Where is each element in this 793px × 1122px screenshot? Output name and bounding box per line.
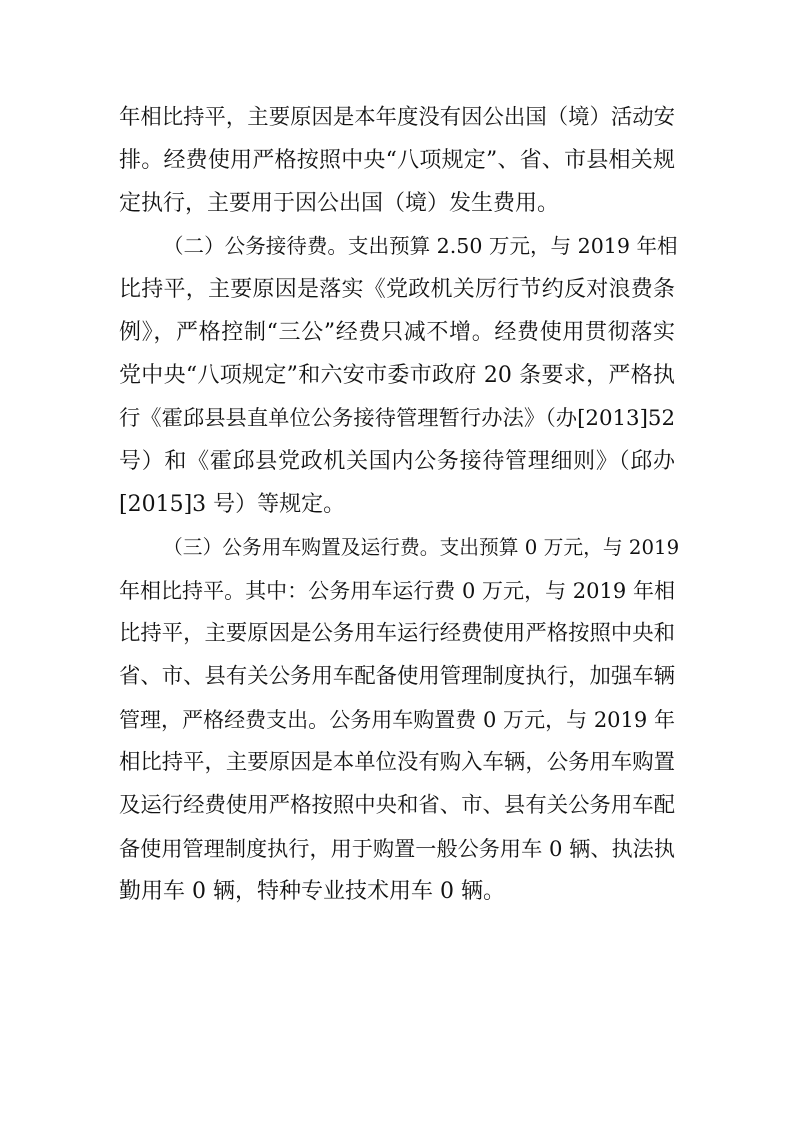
paragraph-overseas-travel bbox=[119, 96, 675, 225]
text-line: 备使用管理制度执行，用于购置一般公务用车 0 辆、执法执 bbox=[119, 836, 675, 861]
text-line: 及运行经费使用严格按照中央和省、市、县有关公务用车配 bbox=[119, 793, 675, 818]
text-line: 例》，严格控制“三公”经费只减不增。经费使用贯彻落实 bbox=[119, 320, 675, 345]
paragraph-official-reception bbox=[119, 225, 678, 526]
text-line: 相比持平，主要原因是本单位没有购入车辆，公务用车购置 bbox=[119, 750, 675, 775]
text-line: 省、市、县有关公务用车配备使用管理制度执行，加强车辆 bbox=[119, 664, 675, 689]
document-body bbox=[119, 96, 680, 913]
text-line: 比持平，主要原因是公务用车运行经费使用严格按照中央和 bbox=[119, 621, 675, 646]
text-line: 年相比持平。其中：公务用车运行费 0 万元，与 2019 年相 bbox=[119, 578, 675, 603]
text-line: 定执行，主要用于因公出国（境）发生费用。 bbox=[119, 191, 560, 216]
text-line: 管理，严格经费支出。公务用车购置费 0 万元，与 2019 年 bbox=[119, 707, 675, 732]
text-line: [2015]3 号）等规定。 bbox=[119, 492, 346, 517]
text-line: 年相比持平，主要原因是本年度没有因公出国（境）活动安 bbox=[119, 105, 675, 130]
text-line: 勤用车 0 辆，特种专业技术用车 0 辆。 bbox=[119, 879, 505, 904]
text-line: 比持平，主要原因是落实《党政机关厉行节约反对浪费条 bbox=[119, 277, 675, 302]
text-line: 行《霍邱县县直单位公务接待管理暂行办法》（办[2013]52 bbox=[119, 406, 675, 431]
text-line: 排。经费使用严格按照中央“八项规定”、省、市县相关规 bbox=[119, 148, 675, 173]
paragraph-official-vehicles bbox=[119, 526, 680, 913]
text-line: 号）和《霍邱县党政机关国内公务接待管理细则》（邱办 bbox=[119, 449, 675, 474]
text-line: （三）公务用车购置及运行费。支出预算 0 万元，与 2019 bbox=[163, 536, 680, 559]
text-line: 党中央“八项规定”和六安市委市政府 20 条要求，严格执 bbox=[119, 363, 675, 388]
text-line: （二）公务接待费。支出预算 2.50 万元，与 2019 年相 bbox=[163, 234, 678, 258]
